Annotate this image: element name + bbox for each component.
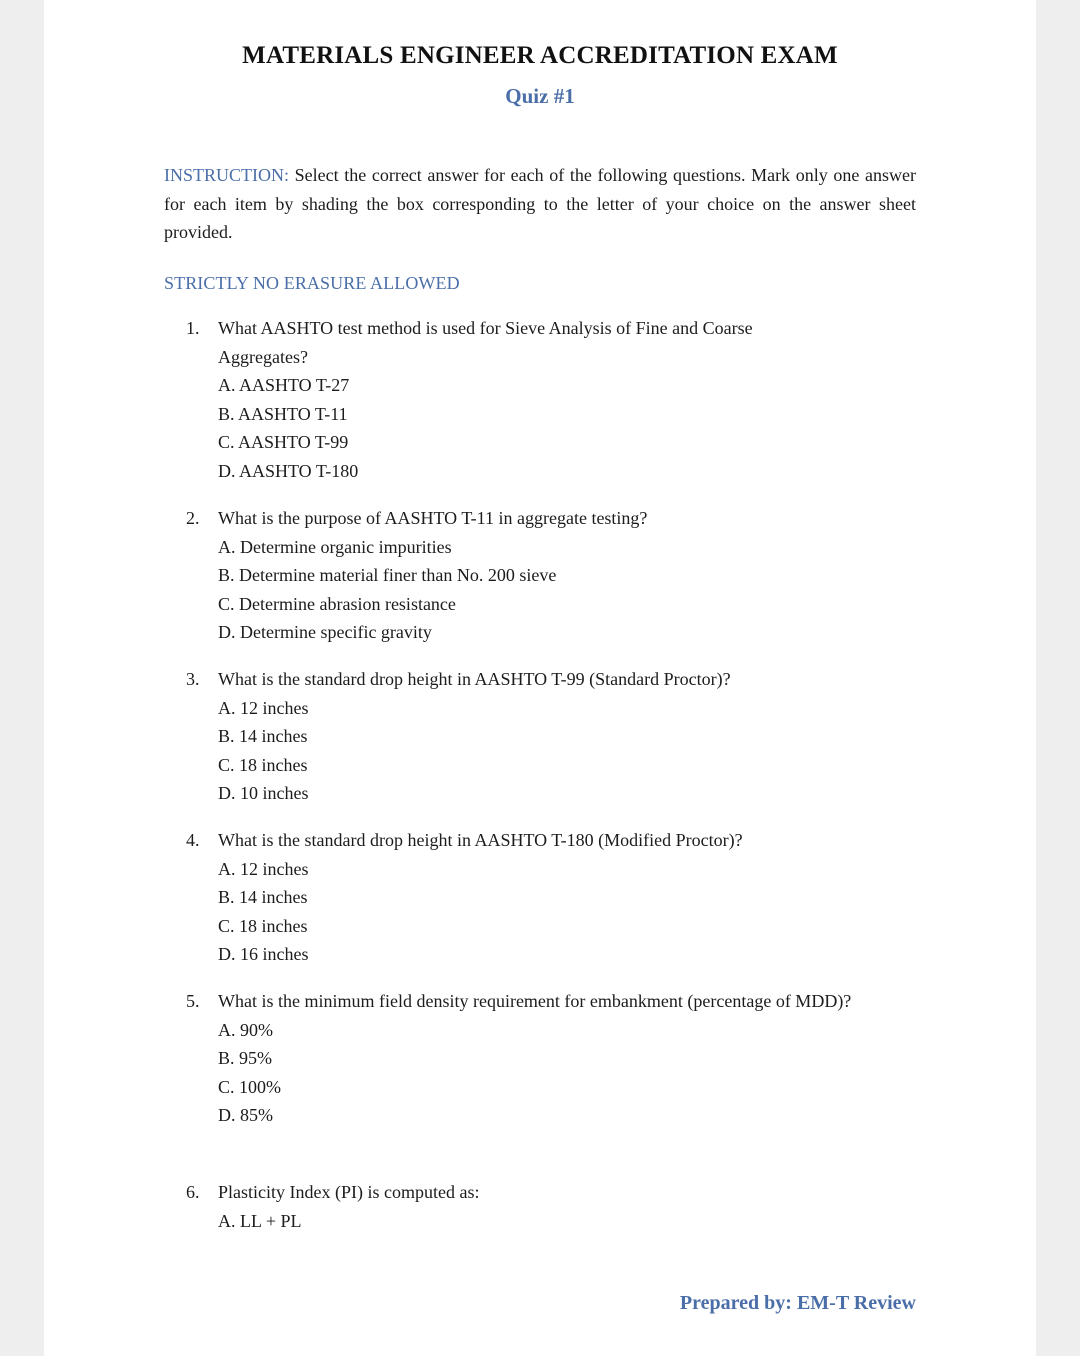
instruction-text: Select the correct answer for each of the following questions. Mark only one answer for each item by shading the box corresponding to the letter of your choice on the answer sheet provided.	[164, 165, 916, 242]
answer-option: B. Determine material finer than No. 200 sieve	[218, 565, 557, 586]
answer-option: A. LL + PL	[218, 1210, 302, 1231]
question-6	[186, 1178, 926, 1235]
answer-option: A. AASHTO T-27	[218, 375, 350, 396]
answer-option: D. AASHTO T-180	[218, 460, 359, 481]
question-text: What is the purpose of AASHTO T-11 in aggregate testing?	[218, 508, 648, 528]
answer-option: A. 12 inches	[218, 697, 309, 718]
question-2	[186, 504, 926, 647]
answer-option: B. 14 inches	[218, 726, 308, 747]
question-text: What is the standard drop height in AASHTO T-180 (Modified Proctor)?	[218, 830, 743, 850]
answer-option: D. 10 inches	[218, 783, 309, 804]
answer-option: B. 95%	[218, 1048, 272, 1069]
question-number: 4.	[186, 830, 200, 850]
answer-option: C. 100%	[218, 1076, 281, 1097]
exam-title: MATERIALS ENGINEER ACCREDITATION EXAM	[242, 42, 838, 69]
answer-option: C. Determine abrasion resistance	[218, 593, 456, 614]
question-text: What is the standard drop height in AASHTO T-99 (Standard Proctor)?	[218, 669, 731, 689]
answer-option: C. AASHTO T-99	[218, 432, 349, 453]
question-number: 6.	[186, 1182, 200, 1202]
question-number: 2.	[186, 508, 200, 528]
prepared-by-footer: Prepared by: EM-T Review	[679, 1292, 916, 1314]
question-text: What AASHTO test method is used for Sieve Analysis of Fine and Coarse Aggregates?	[218, 318, 753, 367]
question-text: Plasticity Index (PI) is computed as:	[218, 1182, 480, 1202]
question-3	[186, 665, 926, 808]
instruction-paragraph	[164, 161, 916, 247]
question-5	[186, 987, 926, 1130]
answer-option: A. 12 inches	[218, 858, 309, 879]
answer-option: B. AASHTO T-11	[218, 403, 348, 424]
answer-option: C. 18 inches	[218, 915, 308, 936]
question-1	[186, 314, 926, 486]
answer-option: C. 18 inches	[218, 754, 308, 775]
answer-option: A. 90%	[218, 1019, 273, 1040]
quiz-subtitle: Quiz #1	[505, 84, 575, 108]
no-erasure-warning: STRICTLY NO ERASURE ALLOWED	[164, 273, 460, 293]
answer-option: B. 14 inches	[218, 887, 308, 908]
question-4	[186, 826, 926, 969]
question-number: 1.	[186, 318, 200, 338]
question-number: 3.	[186, 669, 200, 689]
answer-option: D. Determine specific gravity	[218, 622, 432, 643]
question-text: What is the minimum field density requirement for embankment (percentage of MDD)?	[218, 991, 852, 1011]
answer-option: A. Determine organic impurities	[218, 536, 452, 557]
answer-option: D. 16 inches	[218, 944, 309, 965]
answer-option: D. 85%	[218, 1105, 273, 1126]
document-page	[44, 0, 1036, 1356]
question-number: 5.	[186, 991, 200, 1011]
instruction-label: INSTRUCTION:	[164, 165, 289, 185]
